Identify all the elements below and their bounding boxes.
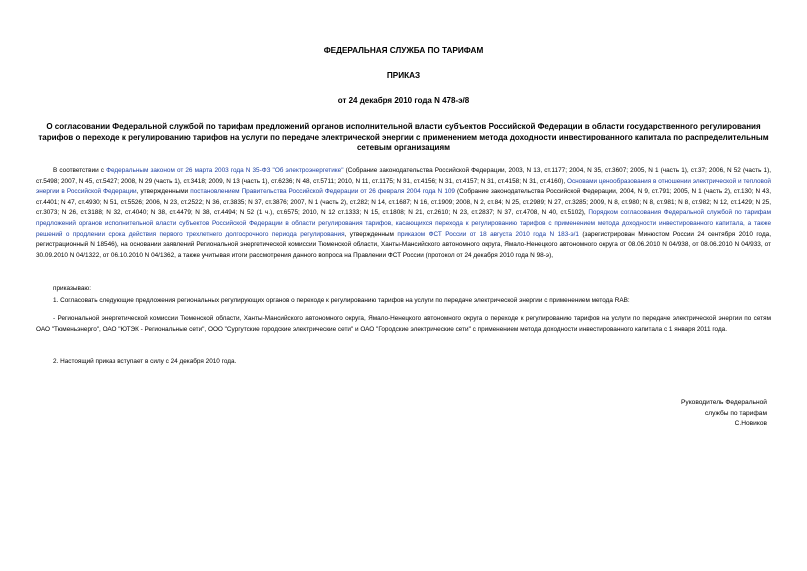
signature-line-position: Руководитель Федеральной xyxy=(681,399,767,406)
order-word: приказываю: xyxy=(53,285,91,292)
government-decree-link[interactable]: постановлением Правительства Российской Федерации от 26 февраля 2004 года N 109 xyxy=(190,188,455,196)
order-item-1-detail: - Региональной энергетической комиссии Тюменской области, Ханты-Мансийского автономного округа, Ямало-Ненецкого автономного округа о переходе к регулированию тарифов на услуги по передаче электрической энергии по сетям ОАО "Тюменьэнерго", ОАО "ЮТЭК - Региональные сети", ООО "Сургутские городские электрические сети" и ОАО "Городские электрические сети" с применением метода доходности инвестированного капитала с 1 января 2011 года. xyxy=(36,315,771,333)
preamble-text: (Собрание законодательства Российской Федерации, 2003, N 13, ст.1177; 2004, N 35, ст.3607; 2005, N 1 (часть 1), ст.37; 2006, N 52 (часть 1), ст.5498; 2007, N 45, ст.5427; 2008, N 29 (часть 1), ст.3418; 2009, N 13 (часть 1), ст.6236; N 48, ст.5711; 2010, N 11, ст.1175; N 31, ст.4156; N 31, ст.4157; N 31, ст.4158; N 31, ст.4160), xyxy=(36,167,771,185)
pricing-basics-link[interactable]: Основами ценообразования в отношении электрической и тепловой энергии в Российской Федерации xyxy=(36,177,771,196)
preamble-text: (зарегистрирован Минюстом России 24 сентября 2010 года, регистрационный N 18546), на основании заявлений Региональной энергетической комиссии Тюменской области, Ханты-Мансийского автономного округа, Ямало-Ненецкого автономного округа от 08.06.2010 N 04/938, от 08.06.2010 N 04/933, от 30.09.2010 N 04/1322, от 06.10.2010 N 04/1362, а также учитывая итоги рассмотрения данного вопроса на Правлении ФСТ России (протокол от 24 декабря 2010 года N 98-э), xyxy=(36,230,772,259)
document-type-heading: ПРИКАЗ xyxy=(386,71,421,80)
approval-procedure-link[interactable]: Порядком согласования Федеральной службой по тарифам предложений органов исполнительной власти субъектов Российской Федерации в области регулирования тарифов, касающихся перехода к регулированию тарифов с применением метода доходности инвестированного капитала, а также решений о продлении срока действия первого трехлетнего долгосрочного периода регулирования xyxy=(36,209,771,238)
order-item-1: 1. Согласовать следующие предложения региональных регулирующих органов о переходе к регулированию тарифов на услуги по передаче электрической энергии с применением метода RAB: xyxy=(53,297,630,304)
preamble-text: В соответствии с xyxy=(53,167,107,174)
preamble-text: , утвержденным xyxy=(344,230,398,238)
signature-line-agency: службы по тарифам xyxy=(704,409,767,417)
order-item-2: 2. Настоящий приказ вступает в силу с 24 декабря 2010 года. xyxy=(53,358,237,365)
preamble-text: , утвержденными xyxy=(136,188,191,196)
preamble-paragraph xyxy=(36,166,771,261)
document-title: О согласовании Федеральной службой по тарифам предложений органов исполнительной власти субъектов Российской Федерации в области государственного регулирования тарифов о переходе к регулированию тарифов на услуги по передаче электрической энергии с применением метода доходности инвестированного капитала по распределительным сетевым организациям xyxy=(38,122,769,152)
federal-law-link[interactable]: Федеральным законом от 26 марта 2003 года N 35-ФЗ "Об электроэнергетике" xyxy=(106,167,344,174)
agency-heading: ФЕДЕРАЛЬНАЯ СЛУЖБА ПО ТАРИФАМ xyxy=(323,46,484,55)
date-number-heading: от 24 декабря 2010 года N 478-э/8 xyxy=(337,96,470,105)
fst-order-link[interactable]: приказом ФСТ России от 18 августа 2010 года N 183-э/1 xyxy=(397,230,579,238)
signature-block xyxy=(607,398,767,430)
preamble-text: (Собрание законодательства Российской Федерации, 2004, N 9, ст.791; 2005, N 1 (часть 2), ст.130; N 43, ст.4401; N 47, ст.4930; N 51, ст.5526; 2006, N 23, ст.2522; N 36, ст.3835; N 37, ст.3876; 2007, N 1 (часть 2), ст.282; N 14, ст.1687; N 16, ст.1909; 2008, N 2, ст.84; N 25, ст.2989; N 27, ст.3285; 2009, N 8, ст.980; N 8, ст.981; N 8, ст.982; N 12, ст.1429; N 25, ст.3073; N 26, ст.3188; N 32, ст.4040; N 38, ст.4479; N 38, ст.4494; N 52 (1 ч.), ст.6575; 2010, N 12 ст.1333; N 15, ст.1808; N 21, ст.2610; N 23, ст.2837; N 37, ст.4708, N 40, ст.5102), xyxy=(36,188,772,217)
signature-line-name: С.Новиков xyxy=(734,420,767,427)
